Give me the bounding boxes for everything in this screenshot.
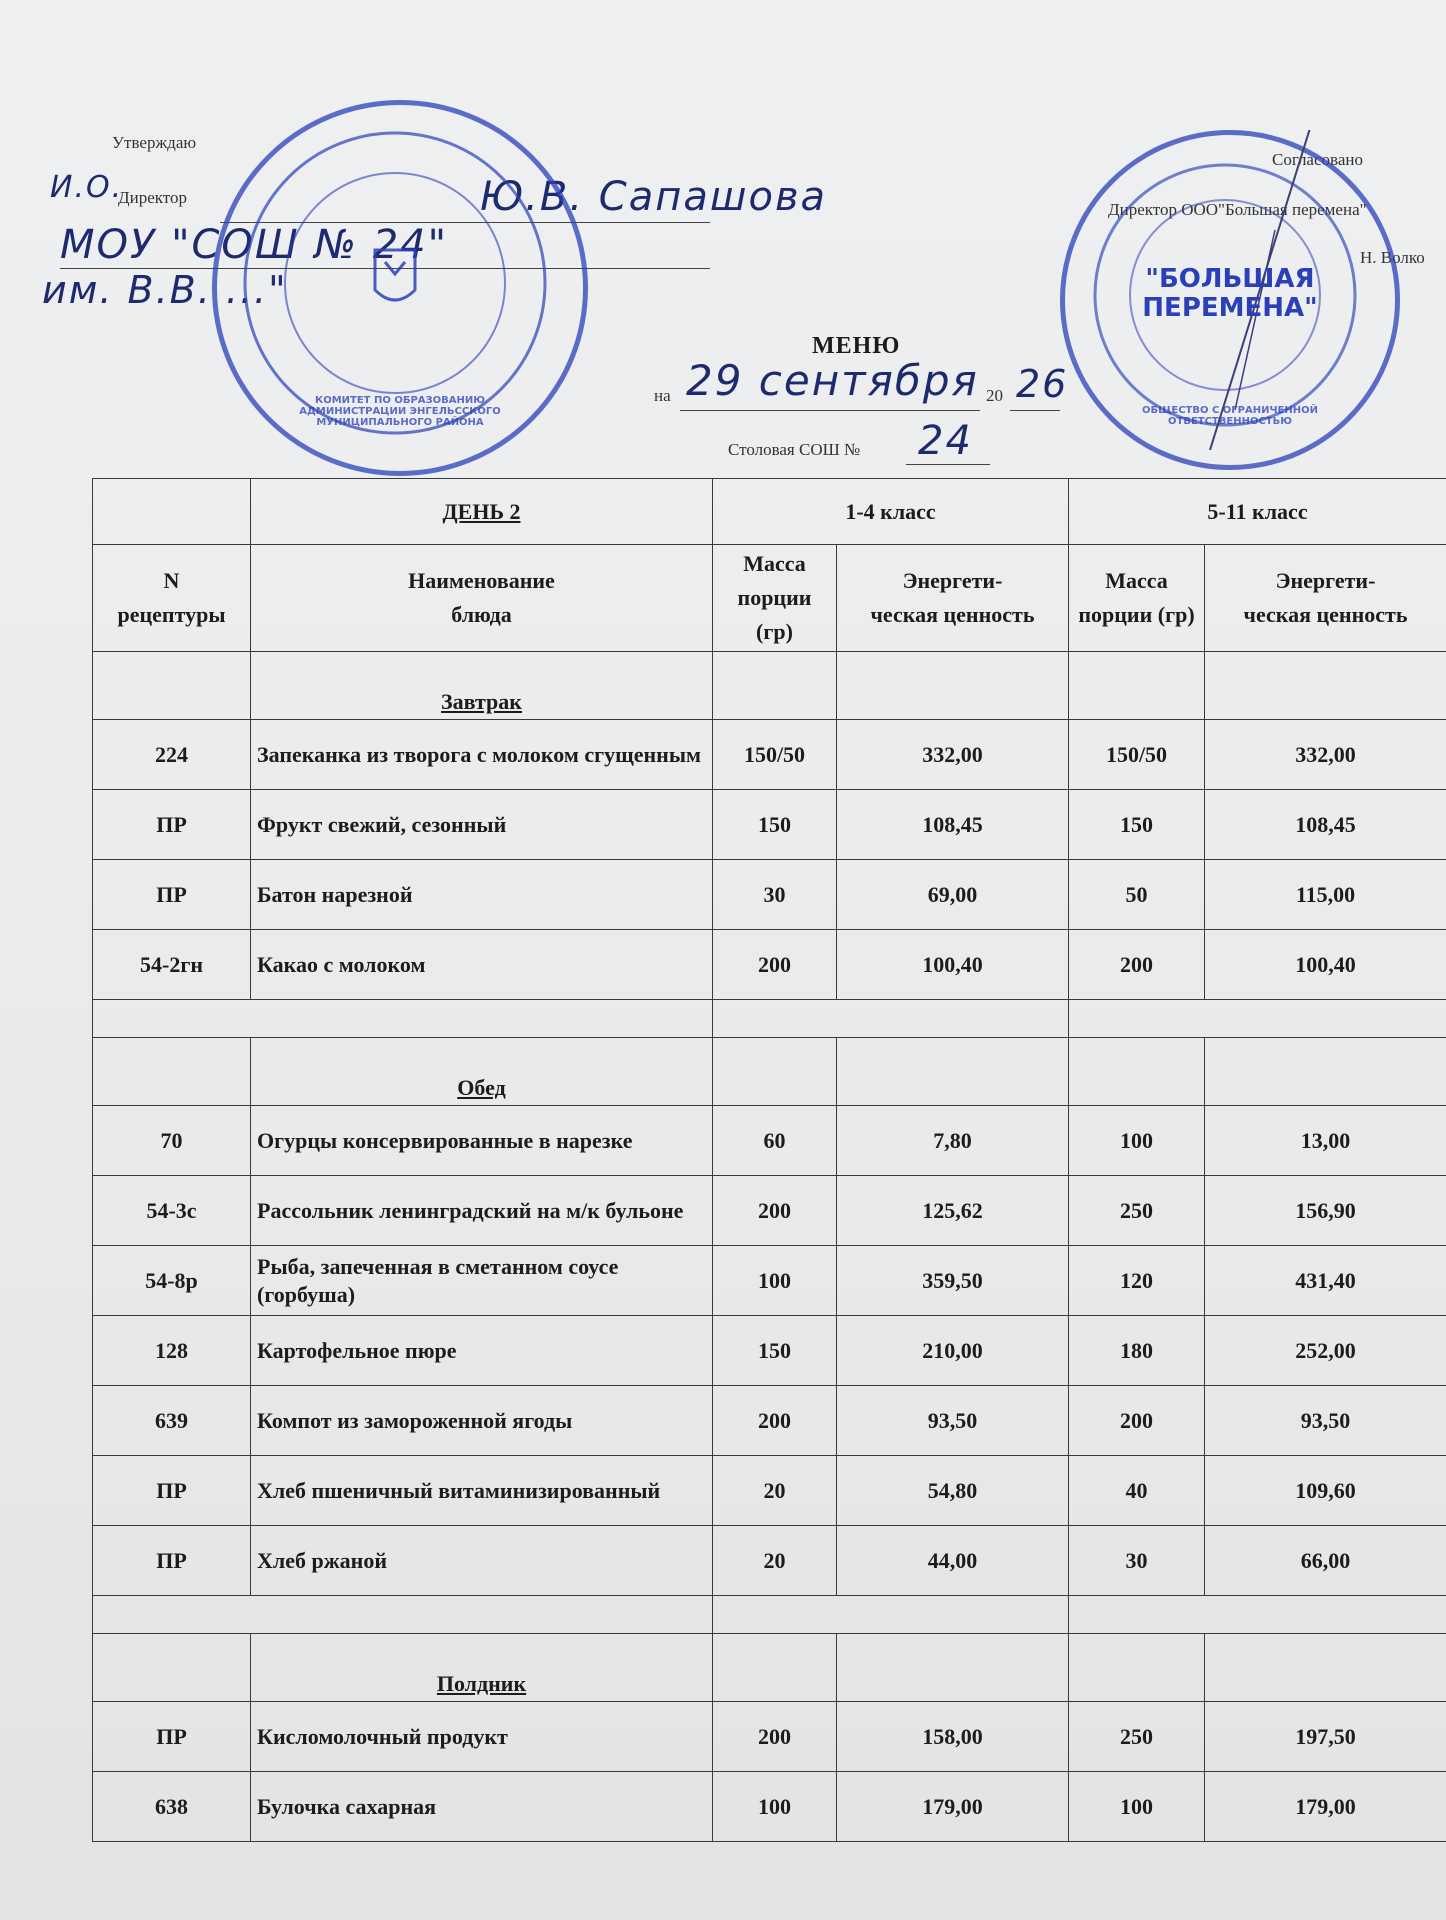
mass-1-4-cell: 200 [713,1386,837,1456]
recipe-cell: 54-2гн [93,930,251,1000]
on-label: на [654,386,671,405]
right-stamp-seal [1060,130,1400,470]
left-stamp-seal [212,100,588,476]
mass-5-11-cell: 200 [1069,930,1205,1000]
mass-header-line2: порции (гр) [737,585,812,645]
dish-name-cell: Кисломолочный продукт [251,1702,713,1772]
section-row [93,1038,1446,1106]
mass-5-11-cell: 150/50 [1069,720,1205,790]
name-header-line2: блюда [451,602,512,628]
dish-name-cell: Рыба, запеченная в сметанном соусе (горбуша) [251,1246,713,1316]
mass-5-11-cell: 50 [1069,860,1205,930]
spacer-row [93,1596,1446,1634]
column-header-name [251,545,713,652]
energy-5-11-cell: 93,50 [1205,1386,1446,1456]
energy-1-4-cell: 158,00 [837,1702,1069,1772]
recipe-header-line2: рецептуры [117,602,226,628]
energy-5-11-cell: 332,00 [1205,720,1446,790]
year-underline [1010,410,1060,411]
canteen-label: Столовая СОШ № [728,440,861,459]
section-title: Завтрак [251,652,713,720]
mass-1-4-cell: 200 [713,1176,837,1246]
school-handwritten-line1: МОУ "СОШ № 24" [60,222,448,268]
energy-1-4-cell: 108,45 [837,790,1069,860]
canteen-number-handwritten: 24 [918,418,973,464]
energy-header-line2: ческая ценность [1243,602,1408,628]
empty-cell [93,652,251,720]
section-title: Полдник [251,1634,713,1702]
empty-cell [713,1000,1069,1038]
right-stamp-ring-text: ОБЩЕСТВО С ОГРАНИЧЕННОЙ ОТВЕТСТВЕННОСТЬЮ [1142,405,1318,427]
empty-cell [713,1596,1069,1634]
dish-name-cell: Рассольник ленинградский на м/к бульоне [251,1176,713,1246]
recipe-cell: ПР [93,1456,251,1526]
empty-cell [1205,652,1446,720]
director-label: Директор [118,188,187,207]
dish-name-cell: Какао с молоком [251,930,713,1000]
recipe-header-line1: N [163,568,180,594]
energy-1-4-cell: 179,00 [837,1772,1069,1842]
energy-1-4-cell: 7,80 [837,1106,1069,1176]
column-header-mass-5-11 [1069,545,1205,652]
energy-1-4-cell: 332,00 [837,720,1069,790]
mass-1-4-cell: 200 [713,930,837,1000]
empty-cell [1069,1000,1446,1038]
energy-5-11-cell: 156,90 [1205,1176,1446,1246]
energy-5-11-cell: 13,00 [1205,1106,1446,1176]
right-stamp-center-text: "БОЛЬШАЯ ПЕРЕМЕНА" [1142,264,1318,323]
mass-5-11-cell: 180 [1069,1316,1205,1386]
table-row [93,930,1446,1000]
column-header-energy-1-4 [837,545,1069,652]
empty-cell [93,1000,713,1038]
empty-cell [1069,1038,1205,1106]
dish-name-cell: Запеканка из творога с молоком сгущенным [251,720,713,790]
mass-1-4-cell: 100 [713,1772,837,1842]
table-row [93,1106,1446,1176]
canteen-underline [906,464,990,465]
empty-cell [1069,652,1205,720]
energy-1-4-cell: 93,50 [837,1386,1069,1456]
energy-header-line2: ческая ценность [870,602,1035,628]
empty-cell [1069,1596,1446,1634]
mass-5-11-cell: 150 [1069,790,1205,860]
dish-name-cell: Фрукт свежий, сезонный [251,790,713,860]
energy-header-line1: Энергети- [902,568,1003,594]
mass-5-11-cell: 250 [1069,1702,1205,1772]
table-row [93,860,1446,930]
table-header-row-day [93,479,1446,545]
name-header-line1: Наименование [408,568,555,594]
empty-cell [1205,1634,1446,1702]
table-row [93,1246,1446,1316]
energy-5-11-cell: 109,60 [1205,1456,1446,1526]
energy-5-11-cell: 252,00 [1205,1316,1446,1386]
recipe-cell: 639 [93,1386,251,1456]
recipe-cell: 54-8р [93,1246,251,1316]
mass-header-line1: Масса [743,551,806,576]
mass-header-line1: Масса [1105,568,1168,594]
column-header-mass-1-4 [713,545,837,652]
mass-1-4-cell: 100 [713,1246,837,1316]
empty-cell [837,1634,1069,1702]
energy-1-4-cell: 54,80 [837,1456,1069,1526]
agreed-name: Н. Волко [1360,248,1425,267]
table-row [93,1702,1446,1772]
mass-5-11-cell: 30 [1069,1526,1205,1596]
column-header-recipe [93,545,251,652]
table-row [93,720,1446,790]
section-row [93,652,1446,720]
section-title: Обед [251,1038,713,1106]
energy-5-11-cell: 197,50 [1205,1702,1446,1772]
empty-cell [837,1038,1069,1106]
director-signature-handwritten: Ю.В. Сапашова [480,174,828,220]
empty-cell [1069,1634,1205,1702]
dish-name-cell: Хлеб ржаной [251,1526,713,1596]
agreed-label: Согласовано [1272,150,1363,169]
table-row [93,1386,1446,1456]
energy-5-11-cell: 66,00 [1205,1526,1446,1596]
approve-label: Утверждаю [112,133,197,152]
empty-cell [1205,1038,1446,1106]
dish-name-cell: Батон нарезной [251,860,713,930]
table-row [93,1456,1446,1526]
empty-cell [713,1038,837,1106]
mass-1-4-cell: 150 [713,790,837,860]
energy-5-11-cell: 108,45 [1205,790,1446,860]
mass-1-4-cell: 150/50 [713,720,837,790]
header-empty-cell [93,479,251,545]
dish-name-cell: Компот из замороженной ягоды [251,1386,713,1456]
table-row [93,1772,1446,1842]
recipe-cell: 224 [93,720,251,790]
mass-1-4-cell: 20 [713,1526,837,1596]
energy-5-11-cell: 115,00 [1205,860,1446,930]
class-1-4-header: 1-4 класс [713,479,1069,545]
table-row [93,1316,1446,1386]
table-row [93,790,1446,860]
mass-1-4-cell: 200 [713,1702,837,1772]
recipe-cell: 128 [93,1316,251,1386]
empty-cell [713,652,837,720]
table-row [93,1526,1446,1596]
mass-5-11-cell: 100 [1069,1772,1205,1842]
recipe-cell: ПР [93,1702,251,1772]
school-handwritten-line2: им. В.В. ..." [42,268,288,312]
recipe-cell: ПР [93,1526,251,1596]
mass-5-11-cell: 200 [1069,1386,1205,1456]
empty-cell [93,1634,251,1702]
dish-name-cell: Булочка сахарная [251,1772,713,1842]
mass-header-line2: порции (гр) [1078,602,1195,628]
recipe-cell: ПР [93,790,251,860]
mass-5-11-cell: 120 [1069,1246,1205,1316]
empty-cell [93,1596,713,1634]
mass-1-4-cell: 60 [713,1106,837,1176]
mass-5-11-cell: 100 [1069,1106,1205,1176]
mass-1-4-cell: 20 [713,1456,837,1526]
table-row [93,1176,1446,1246]
energy-5-11-cell: 100,40 [1205,930,1446,1000]
energy-1-4-cell: 125,62 [837,1176,1069,1246]
menu-title: МЕНЮ [812,333,901,359]
energy-5-11-cell: 179,00 [1205,1772,1446,1842]
day-label: ДЕНЬ 2 [251,479,713,545]
recipe-cell: 70 [93,1106,251,1176]
empty-cell [93,1038,251,1106]
dish-name-cell: Огурцы консервированные в нарезке [251,1106,713,1176]
empty-cell [713,1634,837,1702]
energy-1-4-cell: 359,50 [837,1246,1069,1316]
left-stamp-text: КОМИТЕТ ПО ОБРАЗОВАНИЮ АДМИНИСТРАЦИИ ЭНГЕЛЬССКОГО МУНИЦИПАЛЬНОГО РАЙОНА [299,395,501,428]
mass-5-11-cell: 250 [1069,1176,1205,1246]
energy-header-line1: Энергети- [1275,568,1376,594]
energy-5-11-cell: 431,40 [1205,1246,1446,1316]
year-handwritten: 26 [1016,362,1069,406]
date-handwritten: 29 сентября [686,356,979,405]
spacer-row [93,1000,1446,1038]
energy-1-4-cell: 100,40 [837,930,1069,1000]
mass-1-4-cell: 150 [713,1316,837,1386]
director-prefix-handwritten: И.О. [50,170,124,205]
column-header-energy-5-11 [1205,545,1446,652]
dish-name-cell: Картофельное пюре [251,1316,713,1386]
table-header-row-columns [93,545,1446,652]
empty-cell [837,652,1069,720]
date-underline [680,410,980,411]
energy-1-4-cell: 69,00 [837,860,1069,930]
menu-table [92,478,1446,1842]
mass-1-4-cell: 30 [713,860,837,930]
class-5-11-header: 5-11 класс [1069,479,1446,545]
dish-name-cell: Хлеб пшеничный витаминизированный [251,1456,713,1526]
energy-1-4-cell: 44,00 [837,1526,1069,1596]
agreed-director: Директор ООО"Большая перемена" [1108,200,1367,219]
section-row [93,1634,1446,1702]
recipe-cell: 54-3с [93,1176,251,1246]
year-prefix: 20 [986,386,1003,405]
recipe-cell: 638 [93,1772,251,1842]
mass-5-11-cell: 40 [1069,1456,1205,1526]
recipe-cell: ПР [93,860,251,930]
energy-1-4-cell: 210,00 [837,1316,1069,1386]
